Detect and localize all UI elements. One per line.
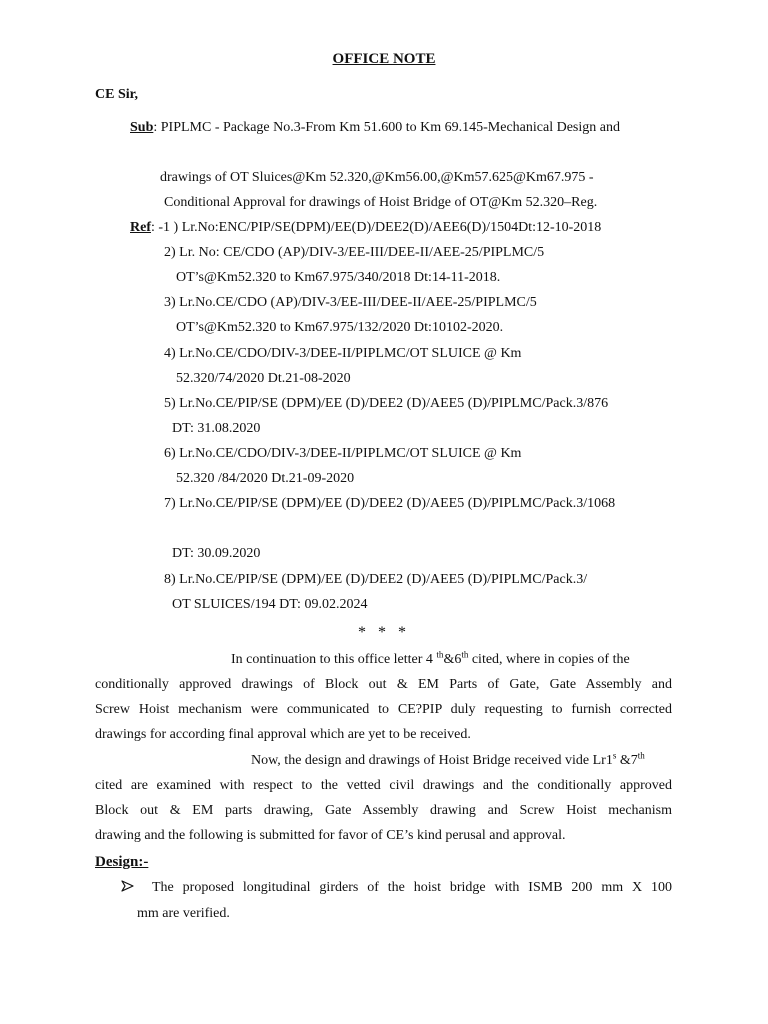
subject-line-1: [130, 121, 620, 135]
design-bullet-line-2: mm are verified.: [137, 906, 230, 921]
subject-label: Sub: [130, 120, 154, 135]
reference-8: 8) Lr.No.CE/PIP/SE (DPM)/EE (D)/DEE2 (D)/AEE5 (D)/PIPLMC/Pack.3/: [164, 572, 588, 587]
design-heading: Design:-: [95, 854, 149, 870]
para1-line-4: drawings for according final approval which are yet to be received.: [95, 727, 471, 742]
para1-text-b: &6: [443, 652, 462, 667]
section-separator: * * *: [358, 624, 410, 641]
para2-line-2: cited are examined with respect to the vetted civil drawings and the conditionally approved: [95, 778, 672, 793]
page-title: OFFICE NOTE: [332, 51, 436, 67]
subject-text-1: : PIPLMC - Package No.3-From Km 51.600 to Km 69.145-Mechanical Design and: [153, 120, 620, 135]
reference-label: Ref: [130, 220, 151, 235]
para1-line-3: Screw Hoist mechanism were communicated to CE?PIP duly requesting to furnish corrected: [95, 702, 672, 717]
para2-sup-1: s: [612, 750, 617, 761]
design-bullet-line-1: The proposed longitudinal girders of the hoist bridge with ISMB 200 mm X 100: [152, 880, 672, 895]
subject-line-2: drawings of OT Sluices@Km 52.320,@Km56.00,@Km57.625@Km67.975 -: [160, 170, 594, 185]
para2-sup-2: th: [637, 750, 645, 761]
reference-6-cont: 52.320 /84/2020 Dt.21-09-2020: [176, 471, 355, 486]
para1-line-2: conditionally approved drawings of Block out & EM Parts of Gate, Gate Assembly and: [95, 677, 672, 692]
reference-3: 3) Lr.No.CE/CDO (AP)/DIV-3/EE-III/DEE-II/AEE-25/PIPLMC/5: [164, 295, 537, 310]
reference-text-1: : -1 ) Lr.No:ENC/PIP/SE(DPM)/EE(D)/DEE2(D)/AEE6(D)/1504Dt:12-10-2018: [151, 220, 602, 235]
reference-4: 4) Lr.No.CE/CDO/DIV-3/DEE-II/PIPLMC/OT SLUICE @ Km: [164, 346, 522, 361]
reference-5: 5) Lr.No.CE/PIP/SE (DPM)/EE (D)/DEE2 (D)/AEE5 (D)/PIPLMC/Pack.3/876: [164, 396, 609, 411]
para2-line-1: [251, 750, 645, 768]
para1-sup-1: th: [436, 649, 444, 660]
para2-line-4: drawing and the following is submitted for favor of CE’s kind perusal and approval.: [95, 828, 566, 843]
para1-text-c: cited, where in copies of the: [468, 652, 630, 667]
reference-6: 6) Lr.No.CE/CDO/DIV-3/DEE-II/PIPLMC/OT SLUICE @ Km: [164, 446, 522, 461]
reference-5-cont: DT: 31.08.2020: [172, 421, 261, 436]
para1-line-1: [231, 649, 630, 667]
reference-3-cont: OT’s@Km52.320 to Km67.975/132/2020 Dt:10102-2020.: [176, 320, 504, 335]
reference-1: [130, 221, 601, 235]
para2-line-3: Block out & EM parts drawing, Gate Assembly drawing and Screw Hoist mechanism: [95, 803, 672, 818]
subject-line-3: Conditional Approval for drawings of Hoist Bridge of OT@Km 52.320–Reg.: [164, 195, 598, 210]
arrow-bullet-icon: [121, 880, 135, 892]
reference-8-cont: OT SLUICES/194 DT: 09.02.2024: [172, 597, 368, 612]
para1-sup-2: th: [461, 649, 469, 660]
reference-7: 7) Lr.No.CE/PIP/SE (DPM)/EE (D)/DEE2 (D)/AEE5 (D)/PIPLMC/Pack.3/1068: [164, 496, 616, 511]
reference-4-cont: 52.320/74/2020 Dt.21-08-2020: [176, 371, 351, 386]
reference-2-cont: OT’s@Km52.320 to Km67.975/340/2018 Dt:14-11-2018.: [176, 270, 501, 285]
reference-2: 2) Lr. No: CE/CDO (AP)/DIV-3/EE-III/DEE-II/AEE-25/PIPLMC/5: [164, 245, 545, 260]
para2-text-b: &7: [616, 753, 638, 768]
reference-7-cont: DT: 30.09.2020: [172, 546, 261, 561]
para1-text-a: In continuation to this office letter 4: [231, 652, 437, 667]
para2-text-a: Now, the design and drawings of Hoist Bridge received vide Lr1: [251, 753, 613, 768]
salutation: CE Sir,: [95, 87, 139, 102]
